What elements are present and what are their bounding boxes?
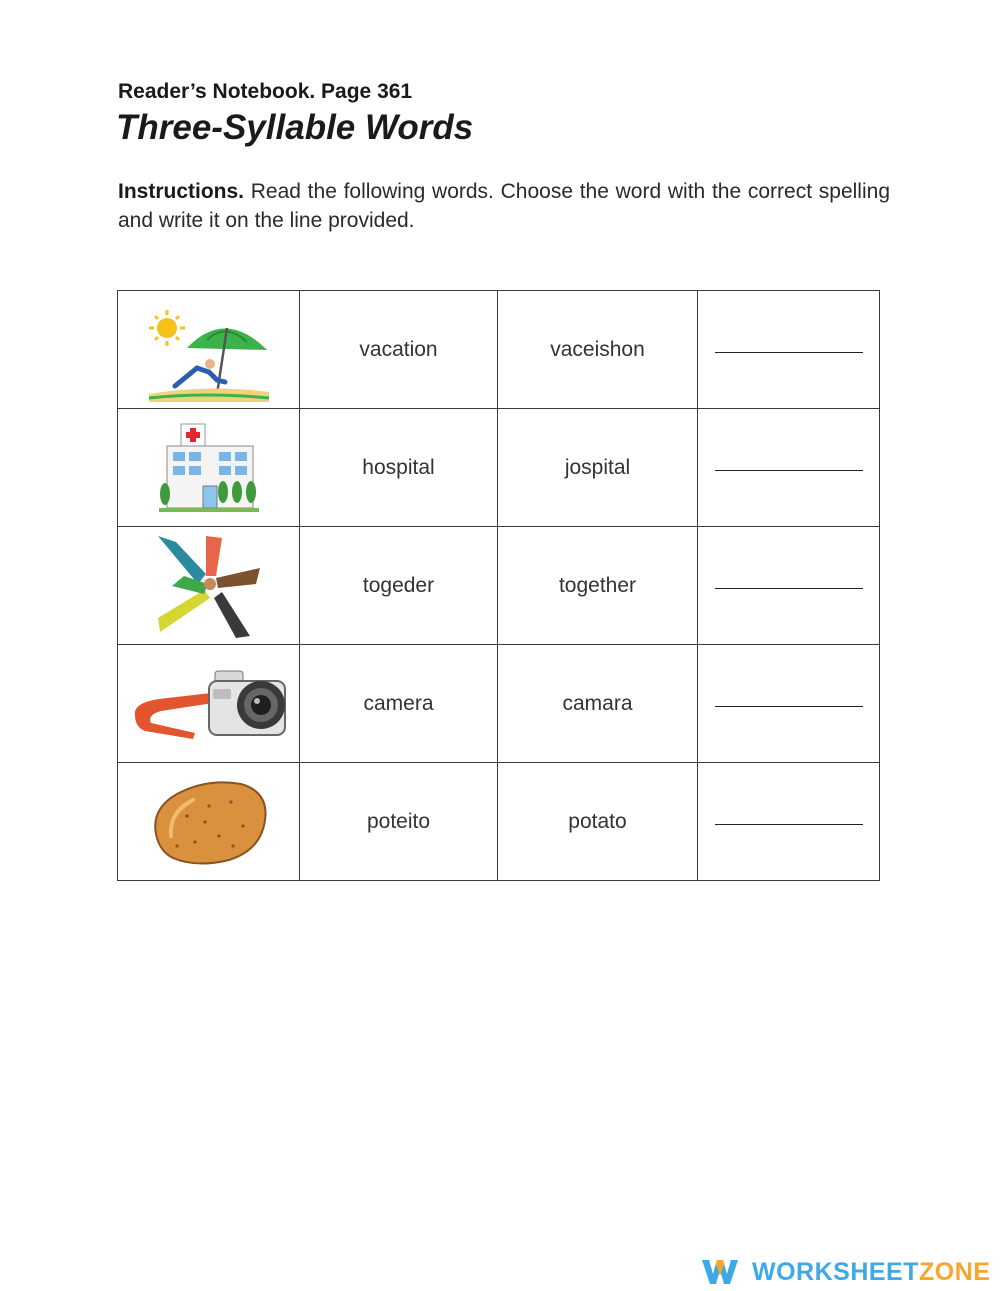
hospital-building-picture bbox=[159, 420, 259, 516]
answer-cell bbox=[698, 291, 880, 409]
instructions bbox=[118, 177, 890, 235]
word-table bbox=[117, 290, 880, 881]
answer-cell bbox=[698, 527, 880, 645]
option-1-cell: hospital bbox=[300, 409, 498, 527]
picture-cell bbox=[118, 409, 300, 527]
page-title: Three-Syllable Words bbox=[116, 108, 474, 147]
picture-cell bbox=[118, 291, 300, 409]
hands-together-picture bbox=[154, 532, 264, 640]
option-1-cell: poteito bbox=[300, 763, 498, 881]
answer-line[interactable] bbox=[715, 706, 863, 707]
answer-cell bbox=[698, 409, 880, 527]
answer-line[interactable] bbox=[715, 824, 863, 825]
answer-line[interactable] bbox=[715, 352, 863, 353]
instructions-label: Instructions. bbox=[118, 180, 245, 203]
option-1-cell: togeder bbox=[300, 527, 498, 645]
potato-picture bbox=[147, 776, 271, 868]
brand-name bbox=[752, 1258, 990, 1287]
table-row bbox=[118, 763, 880, 881]
option-2-cell: potato bbox=[498, 763, 698, 881]
table-row bbox=[118, 291, 880, 409]
worksheetzone-w-icon bbox=[700, 1254, 740, 1290]
option-1-cell: vacation bbox=[300, 291, 498, 409]
camera-picture bbox=[129, 659, 289, 749]
option-1-cell: camera bbox=[300, 645, 498, 763]
brand-accent: ZONE bbox=[919, 1257, 991, 1286]
table-row bbox=[118, 645, 880, 763]
table-row bbox=[118, 527, 880, 645]
picture-cell bbox=[118, 763, 300, 881]
option-2-cell: camara bbox=[498, 645, 698, 763]
option-2-cell: jospital bbox=[498, 409, 698, 527]
answer-cell bbox=[698, 763, 880, 881]
picture-cell bbox=[118, 645, 300, 763]
table-row bbox=[118, 409, 880, 527]
subtitle: Reader’s Notebook. Page 361 bbox=[118, 80, 413, 103]
option-2-cell: vaceishon bbox=[498, 291, 698, 409]
answer-line[interactable] bbox=[715, 588, 863, 589]
answer-cell bbox=[698, 645, 880, 763]
instructions-text: Read the following words. Choose the word with the correct spelling and write it on the line provided. bbox=[118, 180, 890, 232]
brand-main: WORKSHEET bbox=[752, 1257, 919, 1286]
answer-line[interactable] bbox=[715, 470, 863, 471]
footer-logo bbox=[700, 1254, 990, 1290]
option-2-cell: together bbox=[498, 527, 698, 645]
vacation-beach-picture bbox=[147, 298, 271, 402]
picture-cell bbox=[118, 527, 300, 645]
